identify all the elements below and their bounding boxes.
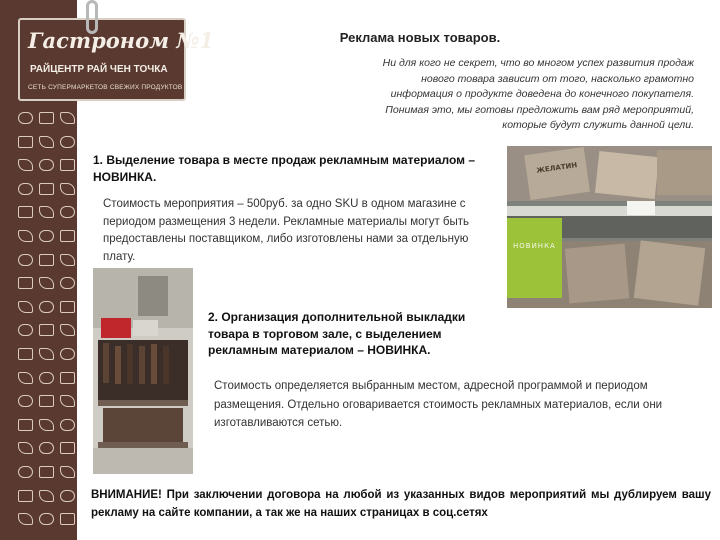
- food-icon: [39, 372, 54, 384]
- food-icon: [39, 254, 54, 266]
- page-title: Реклама новых товаров.: [339, 30, 501, 45]
- intro-line: Ни для кого не секрет, что во многом успех развития продаж: [382, 57, 694, 69]
- logo-subtitle: РАЙЦЕНТР РАЙ ЧЕН ТОЧКА: [30, 64, 168, 75]
- shelf-photo-illustration: [507, 146, 712, 308]
- food-icon: [60, 442, 75, 454]
- food-icon: [18, 254, 33, 266]
- intro-line: нового товара зависит от того, насколько грамотно: [421, 72, 694, 85]
- food-icon: [18, 419, 33, 431]
- paperclip-icon: [86, 0, 98, 34]
- shelf-photo: [507, 146, 712, 308]
- food-icon: [60, 183, 75, 195]
- display-stand-illustration: [93, 268, 193, 474]
- food-icon: [18, 513, 33, 525]
- icon-row: [18, 226, 75, 246]
- food-icon: [60, 230, 75, 242]
- food-icon: [39, 230, 54, 242]
- intro-line: Понимая это, мы готовы предложить вам ряд мероприятий,: [385, 103, 694, 116]
- food-icon: [39, 395, 54, 407]
- icon-row: [18, 179, 75, 199]
- icon-row: [18, 486, 75, 506]
- icon-row: [18, 108, 75, 128]
- icon-row: [18, 368, 75, 388]
- food-icon: [60, 277, 75, 289]
- food-icon: [18, 442, 33, 454]
- display-stand-photo: [93, 268, 193, 474]
- icon-row: [18, 320, 75, 340]
- food-icon: [18, 159, 33, 171]
- food-icon: [60, 159, 75, 171]
- icon-row: [18, 297, 75, 317]
- food-icon: [39, 136, 54, 148]
- icon-row: [18, 415, 75, 435]
- food-icon: [39, 348, 54, 360]
- intro-paragraph: [314, 56, 694, 134]
- food-icon: [39, 513, 54, 525]
- food-icon: [60, 206, 75, 218]
- food-icon: [60, 254, 75, 266]
- food-icon: [18, 112, 33, 124]
- gastronom-logo: [18, 18, 214, 101]
- icon-row: [18, 202, 75, 222]
- section1-text: Стоимость мероприятия – 500руб. за одно SKU в одном магазине с периодом размещения 3 недели. Рекламные материалы могут быть предоставлены поставщиком, либо изготовлены нами за отдельную плату.: [103, 198, 470, 263]
- food-icon: [39, 324, 54, 336]
- food-icon: [18, 324, 33, 336]
- food-icon: [60, 513, 75, 525]
- section2-title: 2. Организация дополнительной выкладки товара в торговом зале, с выделением рекламным материалом – НОВИНКА.: [208, 310, 466, 357]
- food-icon: [39, 112, 54, 124]
- logo-tagline: СЕТЬ СУПЕРМАРКЕТОВ СВЕЖИХ ПРОДУКТОВ: [28, 84, 183, 91]
- food-icon: [18, 230, 33, 242]
- food-icon: [18, 395, 33, 407]
- food-icon: [60, 301, 75, 313]
- intro-line: которые будут служить данной цели.: [502, 119, 694, 132]
- food-icon: [60, 490, 75, 502]
- food-icon: [60, 372, 75, 384]
- logo-title: Гастроном №1: [28, 28, 214, 53]
- food-icon: [18, 277, 33, 289]
- icon-row: [18, 155, 75, 175]
- section2-text: Стоимость определяется выбранным местом, адресной программой и периодом размещения. Отдельно оговаривается стоимость рекламных материалов, если они изготавливаются сетью.: [214, 380, 663, 429]
- icon-row: [18, 273, 75, 293]
- icon-row: [18, 509, 75, 529]
- food-icon: [60, 112, 75, 124]
- pack-label: ЖЕЛАТИН: [535, 161, 578, 175]
- icon-row: [18, 132, 75, 152]
- product-icon-column: [18, 108, 75, 533]
- icon-row: [18, 250, 75, 270]
- novinka-badge-text: НОВИНКА: [513, 242, 556, 250]
- food-icon: [18, 206, 33, 218]
- food-icon: [39, 159, 54, 171]
- food-icon: [18, 372, 33, 384]
- food-icon: [60, 136, 75, 148]
- food-icon: [39, 277, 54, 289]
- food-icon: [39, 183, 54, 195]
- food-icon: [18, 183, 33, 195]
- icon-row: [18, 438, 75, 458]
- food-icon: [60, 395, 75, 407]
- section1-title: 1. Выделение товара в месте продаж рекламным материалом – НОВИНКА.: [93, 153, 476, 184]
- food-icon: [39, 301, 54, 313]
- food-icon: [18, 301, 33, 313]
- food-icon: [18, 348, 33, 360]
- food-icon: [39, 490, 54, 502]
- food-icon: [18, 490, 33, 502]
- icon-row: [18, 462, 75, 482]
- food-icon: [60, 419, 75, 431]
- food-icon: [60, 466, 75, 478]
- icon-row: [18, 344, 75, 364]
- icon-row: [18, 391, 75, 411]
- food-icon: [18, 466, 33, 478]
- food-icon: [60, 348, 75, 360]
- food-icon: [39, 466, 54, 478]
- warning-note: ВНИМАНИЕ! При заключении договора на любой из указанных видов мероприятий мы дублируем вашу рекламу на сайте компании, а так же на наших страницах в соц.сетях: [91, 489, 711, 519]
- food-icon: [60, 324, 75, 336]
- intro-line: информация о продукте доведена до конечного покупателя.: [390, 88, 694, 101]
- food-icon: [18, 136, 33, 148]
- food-icon: [39, 419, 54, 431]
- food-icon: [39, 206, 54, 218]
- food-icon: [39, 442, 54, 454]
